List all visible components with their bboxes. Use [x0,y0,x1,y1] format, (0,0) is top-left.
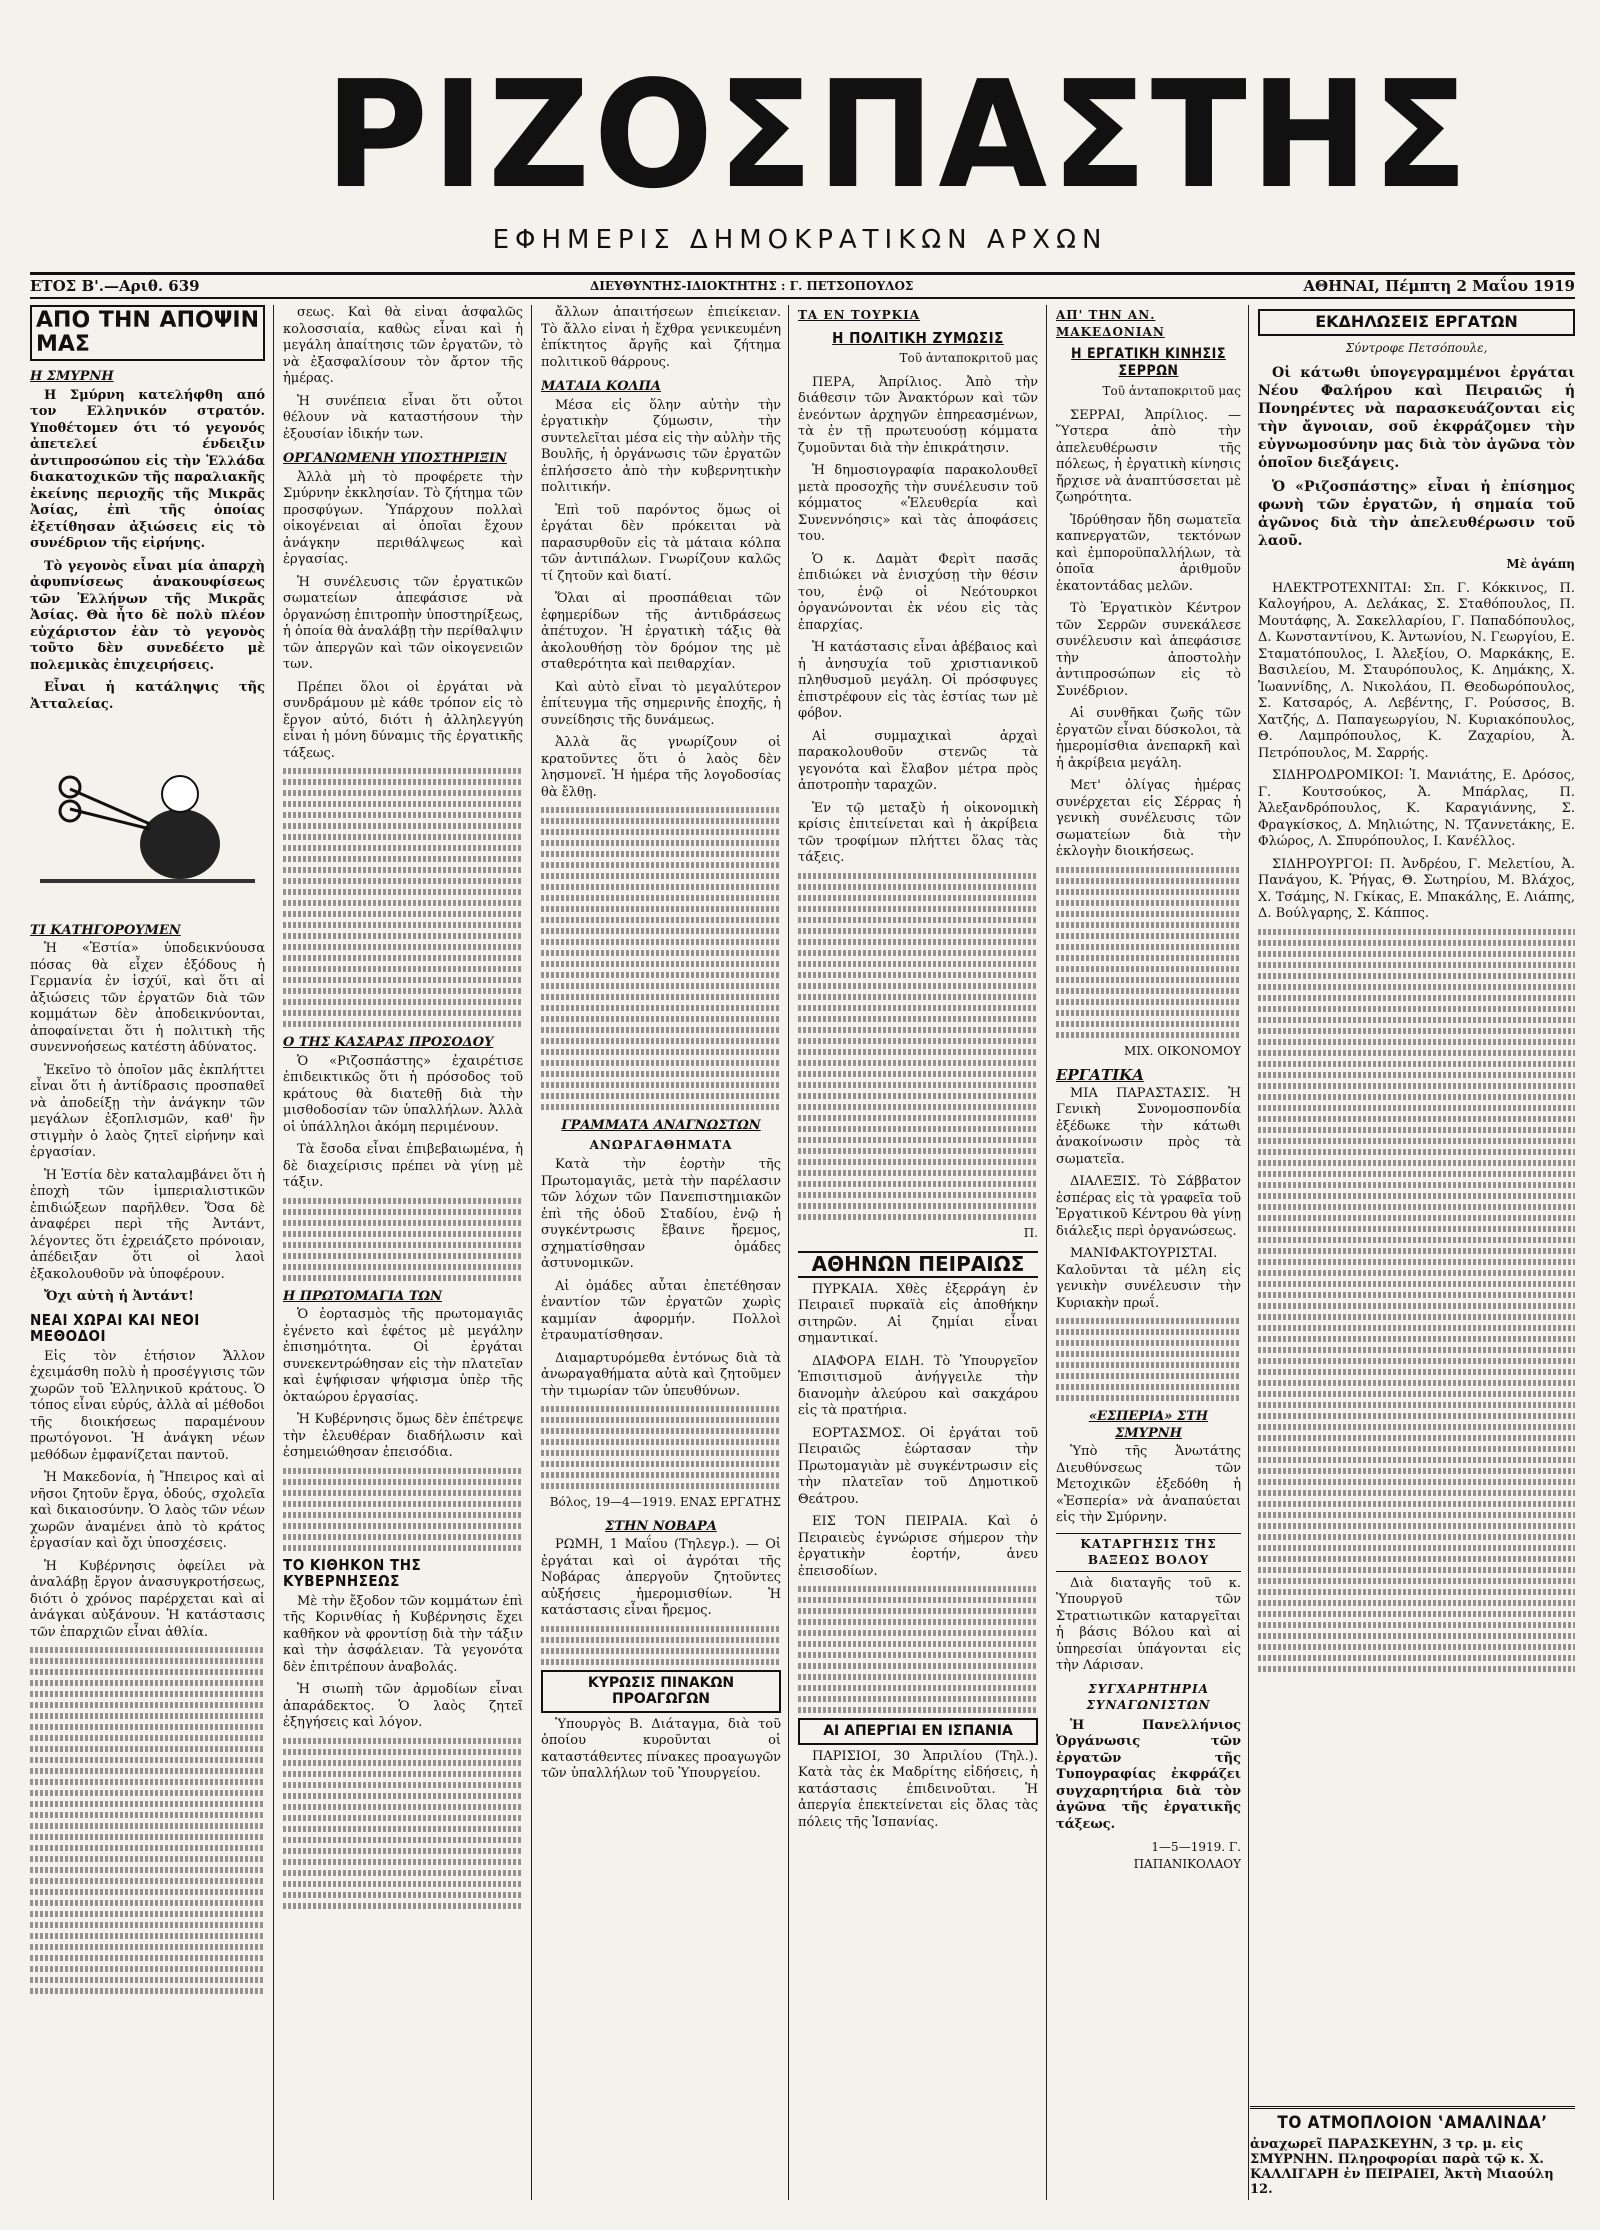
paragraph: Αἱ ὀμάδες αὗται ἐπετέθησαν ἐναντίον τῶν ἐργατῶν χωρὶς καμμίαν ἀφορμήν. Πολλοὶ ἐτραυματίσθησαν. [541,1278,781,1343]
paragraph: Ἡ σιωπὴ τῶν ἀρμοδίων εἶναι ἀπαράδεκτος. Ὁ λαὸς ζητεῖ ἐξηγήσεις καὶ λόγον. [283,1682,523,1730]
paragraph: Ἡ συνέλευσις τῶν ἐργατικῶν σωματείων ἀπεφάσισε νὰ ὀργανώσῃ ἐπιτροπὴν ὑποστηρίξεως, ἡ ὁποία θὰ ἀναλάβῃ τὴν περίθαλψιν τῶν ἀπεργῶν καὶ τῶν οἰκογενειῶν των. [283,574,523,672]
shipping-ad [1250,2100,1575,2203]
section-head: ΣΥΓΧΑΡΗΤΗΡΙΑ ΣΥΝΑΓΩΝΙΣΤΩΝ [1086,1681,1211,1712]
quote-line: Ὄχι αὐτὴ ἡ Ἀντάντ! [44,1289,194,1304]
paragraph: Ἡ Πανελλήνιος Ὀργάνωσις τῶν ἐργατῶν τῆς Τυπογραφίας ἐκφράζει συγχαρητήρια διὰ τὸν ἀγῶνα τῆς ἐργατικῆς τάξεως. [1056,1717,1241,1832]
paragraph: Μέσα εἰς ὅλην αὐτὴν τὴν ἐργατικὴν ζύμωσιν, τὴν συντελεῖται μέσα εἰς τὴν αὐλὴν τῆς Βουλῆς, ἡ ὀργάνωσις τῶν ἐργατῶν ἐπλήσσετο ἀπὸ τὴν κυβερνητικὴν πολιτικήν. [541,397,781,495]
section-head: ΤΙ ΚΑΤΗΓΟΡΟΥΜΕΝ [30,922,181,938]
paragraph: Ἡ συνέπεια εἶναι ὅτι οὗτοι θέλουν νὰ καταστήσουν τὴν ἐξουσίαν ἰδικήν των. [283,393,523,442]
kicker: ΤΑ ΕΝ ΤΟΥΡΚΙΑ [798,308,921,322]
section-head: ΑΘΗΝΩΝ ΠΕΙΡΑΙΩΣ [798,1251,1038,1278]
paragraph: Ἡ κατάστασις εἶναι ἀβέβαιος καὶ ἡ ἀνησυχία τοῦ χριστιανικοῦ πληθυσμοῦ μεγάλη. Οἱ πρόσφυγες ἐπιστρέφουν εἰς τὰς ἑστίας των μὲ φόβον. [798,640,1038,721]
section-head: ΚΑΤΑΡΓΗΣΙΣ ΤΗΣ ΒΑΞΕΩΣ ΒΟΛΟΥ [1056,1533,1241,1572]
paragraph: ΡΩΜΗ, 1 Μαΐου (Τηλεγρ.). — Οἱ ἐργάται καὶ οἱ ἀγρόται τῆς Νοβάρας ἀπεργοῦν ζητοῦντες αὐξήσεις ἡμερομισθίων. Ἡ κατάστασις εἶναι ἤρεμος. [541,1537,781,1618]
column-3 [541,305,781,2200]
column-1 [30,305,265,2200]
paragraph: Ἡ Κυβέρνησις ὅμως δὲν ἐπέτρεψε τὴν ἐλευθέραν διαδήλωσιν καὶ ἐσημειώθησαν ἐπεισόδια. [283,1412,523,1460]
paragraph: Ἱδρύθησαν ἤδη σωματεῖα καπνεργατῶν, τεκτόνων καὶ ἐμποροϋπαλλήλων, τὰ ὁποῖα ἀριθμοῦν ἑκατοντάδας μελῶν. [1056,512,1241,594]
masthead [0,0,1600,255]
paragraph: ΜΙΑ ΠΑΡΑΣΤΑΣΙΣ. Ἡ Γενικὴ Συνομοσπονδία ἐξέδωκε τὴν κάτωθι ἀνακοίνωσιν πρὸς τὰ σωματεῖα. [1056,1085,1241,1167]
section-head: ΤΟ ΚΙΘΗΚΟΝ ΤΗΣ ΚΥΒΕΡΝΗΣΕΩΣ [283,1555,422,1590]
column-rule [788,305,789,2200]
article-head: Η ΕΡΓΑΤΙΚΗ ΚΙΝΗΣΙΣ ΣΕΡΡΩΝ [1071,346,1226,379]
column-rule [1046,305,1047,2200]
newspaper-title: ΡΙΖΟΣΠΑΣΤΗΣ [325,49,1472,221]
section-head: Η ΣΜΥΡΝΗ [30,369,114,384]
subsection-head: ΑΝΩΡΑΓΑΘΗΜΑΤΑ [589,1137,733,1152]
column-6 [1258,305,1575,2085]
paragraph: ΔΙΑΛΕΞΙΣ. Τὸ Σάββατον ἑσπέρας εἰς τὰ γραφεῖα τοῦ Ἐργατικοῦ Κέντρου θὰ γίνῃ διάλεξις περὶ ὀργανώσεως. [1056,1174,1241,1239]
paragraph: Διαμαρτυρόμεθα ἐντόνως διὰ τὰ ἀνωραγαθήματα αὐτὰ καὶ ζητοῦμεν τὴν τιμωρίαν τῶν ὑπευθύνων. [541,1350,781,1399]
article-head: Η ΠΟΛΙΤΙΚΗ ΖΥΜΩΣΙΣ [832,328,1004,347]
section-head: ΓΡΑΜΜΑΤΑ ΑΝΑΓΝΩΣΤΩΝ [561,1118,761,1133]
paragraph: Ὁ ἑορτασμὸς τῆς πρωτομαγιᾶς ἐγένετο καὶ ἐφέτος μὲ μεγάλην ἐπισημότητα. Οἱ ἐργάται συνεκεντρώθησαν εἰς τὴν πλατεῖαν καὶ ἐψήφισαν ψήφισμα ὑπὲρ τῆς ὀκταώρου ἐργασίας. [283,1307,523,1405]
editor-line: ΔΙΕΥΘΥΝΤΗΣ-ΙΔΙΟΚΤΗΤΗΣ : Γ. ΠΕΤΣΟΠΟΥΛΟΣ [590,279,914,293]
paragraph: Τὸ γεγονὸς εἶναι μία ἀπαρχὴ ἀφυπνίσεως ἀνακουφίσεως τῶν Ἑλλήνων τῆς Μικρᾶς Ἀσίας. Θὰ ἦτο δὲ πολὺ πλέον εὐχάριστον ἐὰν τὸ γεγονὸς τοῦτο δὲν συνεδέετο μὲ πολεμικὰς ἐπιχειρήσεις. [30,558,265,673]
section-head: ΝΕΑΙ ΧΩΡΑΙ ΚΑΙ ΝΕΟΙ ΜΕΘΟΔΟΙ [30,1310,200,1345]
issue-date: ΑΘΗΝΑΙ, Πέμπτη 2 Μαΐου 1919 [1303,277,1575,295]
paragraph: Ὁ «Ριζοσπάστης» ἐχαιρέτισε ἐπιδεικτικῶς ὅτι ἡ πρόσοδος τοῦ κράτους θὰ διατεθῇ διὰ τὴν μισθοδοσίαν τῶν ὑπαλλήλων. Ἀλλὰ οἱ ὑπάλληλοι ἀκόμη περιμένουν. [283,1053,523,1135]
paragraph: Αἱ συμμαχικαὶ ἀρχαὶ παρακολουθοῦν στενῶς τὰ γεγονότα καὶ ἔλαβον μέτρα πρὸς ἀποτροπὴν ταραχῶν. [798,728,1038,793]
section-head: ΚΥΡΩΣΙΣ ΠΙΝΑΚΩΝ ΠΡΟΑΓΩΓΩΝ [541,1670,781,1713]
signature: ΜΙΧ. ΟΙΚΟΝΟΜΟΥ [1124,1043,1241,1058]
paragraph: Ἡ Κυβέρνησις ὀφείλει νὰ ἀναλάβῃ ἔργον ἀνασυγκροτήσεως, διότι ὁ χρόνος παρέρχεται καὶ αἱ ἀνάγκαι αὐξάνουν. Ἡ κατάστασις τῶν ἐπαρχιῶν εἶναι ἀθλία. [30,1558,265,1640]
ad-text: ἀναχωρεῖ ΠΑΡΑΣΚΕΥΗΝ, 3 τρ. μ. εἰς ΣΜΥΡΝΗΝ. Πληροφορίαι παρὰ τῷ κ. Χ. ΚΑΛΛΙΓΑΡΗ ἐν ΠΕΙΡΑΙΕΙ, Ἀκτὴ Μιαούλη 12. [1250,2137,1554,2197]
section-head: ΟΡΓΑΝΩΜΕΝΗ ΥΠΟΣΤΗΡΙΞΙΝ [283,451,507,466]
paragraph: Διὰ διαταγῆς τοῦ κ. Ὑπουργοῦ τῶν Στρατιωτικῶν καταργεῖται ἡ βάσις Βόλου καὶ αἱ ὑπηρεσίαι ὑπάγονται εἰς τὴν Λάρισαν. [1056,1575,1241,1673]
paragraph: Ἡ «Ἑστία» ὑποδεικνύουσα πόσας θὰ εἶχεν ἐξόδους ἡ Γερμανία ἐν ἰσχύϊ, καὶ ὅτι αἱ ἀξιώσεις τῶν ἐργατῶν διὰ τῶν κομμάτων δὲν ἀποδεικνύονται, ἀποφαίνεται ὅτι ἡ πολιτικὴ τῆς συνεννοήσεως κατέστη ἀδύνατος. [30,941,265,1055]
paragraph: Ἡ Μακεδονία, ἡ Ἤπειρος καὶ αἱ νῆσοι ζητοῦν ἔργα, ὁδούς, σχολεῖα καὶ δικαιοσύνην. Ὁ λαὸς τῶν νέων χωρῶν ἀναμένει ἀπὸ τὸ κράτος ἐργασίαν καὶ ὄχι ὑποσχέσεις. [30,1470,265,1551]
section-head: ΕΚΔΗΛΩΣΕΙΣ ΕΡΓΑΤΩΝ [1258,309,1575,336]
paragraph: Ὑπὸ τῆς Ἀνωτάτης Διευθύνσεως τῶν Μετοχικῶν ἐξεδόθη ἡ «Ἑσπερία» νὰ ἀναπαύεται εἰς τὴν Σμύρνην. [1056,1444,1241,1525]
paragraph: Ὁ κ. Δαμὰτ Φερὶτ πασᾶς ἐπιδιώκει νὰ ἐνισχύσῃ τὴν θέσιν του, ἐνῷ οἱ Νεότουρκοι ὀργανώνονται ἐκ νέου εἰς τὰς ἐπαρχίας. [798,551,1038,633]
column-2 [283,305,523,2200]
section-head: ΜΑΤΑΙΑ ΚΟΛΠΑ [541,379,662,394]
paragraph: ΕΙΣ ΤΟΝ ΠΕΙΡΑΙΑ. Καὶ ὁ Πειραιεὺς ἐγνώρισε σήμερον τὴν ἐργατικὴν ἑορτήν, ἀνευ ἐπεισοδίων. [798,1514,1038,1579]
section-head: Η ΠΡΩΤΟΜΑΓΙΑ ΤΩΝ [283,1288,442,1304]
paragraph: Τὸ Ἐργατικὸν Κέντρον τῶν Σερρῶν συνεκάλεσε συνέλευσιν καὶ ἀπεφάσισε τὴν ἀποστολὴν ἀντιπροσώπων εἰς τὸ Συνέδριον. [1056,601,1241,699]
dateline-bar [30,272,1575,299]
signature: 1—5—1919. Γ. ΠΑΠΑΝΙΚΟΛΑΟΥ [1133,1840,1241,1871]
signatory-list: ΣΙΔΗΡΟΔΡΟΜΙΚΟΙ: Ἰ. Μανιάτης, Ε. Δρόσος, Γ. Κουτσούκος, Ἀ. Μπάρλας, Π. Ἀλεξανδρόπουλος, Κ. Καραγιάννης, Σ. Φραγκίσκος, Δ. Μηλιώτης, Ν. Τζαννετάκης, Ε. Φλώρος, Λ. Σπυρόπουλος, Ι. Κανέλλος. [1258,768,1575,849]
signature: Βόλος, 19—4—1919. ΕΝΑΣ ΕΡΓΑΤΗΣ [549,1495,781,1509]
paragraph: Ἡ δημοσιογραφία παρακολουθεῖ μετὰ προσοχῆς τὴν συνέλευσιν τοῦ κόμματος «Ἐλευθερία καὶ Συνεννόησις» καὶ τὰς ἀποφάσεις του. [798,463,1038,544]
paragraph: Μὲ τὴν ἔξοδον τῶν κομμάτων ἐπὶ τῆς Κορινθίας ἡ Κυβέρνησις ἔχει καθῆκον νὰ φροντίσῃ διὰ τὴν τάξιν καὶ τὴν ἀσφάλειαν. Τὰ γεγονότα δὲν ἐπιτρέπουν ἀναβολάς. [283,1593,523,1675]
paragraph: Τὰ ἔσοδα εἶναι ἐπιβεβαιωμένα, ἡ δὲ διαχείρισις πρέπει νὰ γίνῃ μὲ τάξιν. [283,1142,523,1190]
ad-head: ΤΟ ΑΤΜΟΠΛΟΙΟΝ ‛ΑΜΑΛΙΝΔΑ’ [1250,2106,1575,2133]
column-rule [1248,305,1249,2200]
signatory-list: ΗΛΕΚΤΡΟΤΕΧΝΙΤΑΙ: Σπ. Γ. Κόκκινος, Π. Καλογήρου, Α. Δελάκας, Σ. Σταθόπουλος, Π. Μουτάφης, Ἀ. Σακελλαρίου, Γ. Παπαδόπουλος, Δ. Κωνσταντίνου, Κ. Ἀντωνίου, Ν. Γεωργίου, Ε. Σταματόπουλος, Ι. Ἀλεξίου, Ο. Μαρκάκης, Ε. Βασιλείου, Μ. Σταυρόπουλος, Κ. Δημάκης, Χ. Ἰωαννίδης, Λ. Νικολάου, Π. Θεοδωρόπουλος, Σ. Κατσαρός, Α. Λεβέντης, Γ. Ρούσσος, Β. Χατζής, Δ. Παπαγεωργίου, Ν. Κυριακόπουλος, Θ. Λαμπρόπουλος, Κ. Ζαχαρίου, Ἀ. Πετρόπουλος, Μ. Σαρρής. [1258,580,1575,761]
paragraph: Κατὰ τὴν ἑορτὴν τῆς Πρωτομαγιᾶς, μετὰ τὴν παρέλασιν τῶν λόχων τῶν Πανεπιστημιακῶν ἐπὶ τῆς ὁδοῦ Σταδίου, ἐνῷ ἡ συγκέντρωσις ἔβαινε ἤρεμος, σχηματίσθησαν ὀμάδες ἀστυνομικῶν. [541,1157,781,1271]
paragraph: Ἐν τῷ μεταξὺ ἡ οἰκονομικὴ κρίσις ἐπιτείνεται καὶ ἡ ἀκρίβεια τῶν τροφίμων πλήττει ὅλας τὰς τάξεις. [798,800,1038,865]
paragraph: ΔΙΑΦΟΡΑ ΕΙΔΗ. Τὸ Ὑπουργεῖον Ἐπισιτισμοῦ ἀνήγγειλε τὴν διανομὴν ἀλεύρου καὶ σακχάρου εἰς τὰ πρατήρια. [798,1353,1038,1418]
paragraph: Ὑπουργὸς Β. Διάταγμα, διὰ τοῦ ὁποίου κυροῦνται οἱ καταστάθεντες πίνακες προαγωγῶν τῶν ὑπαλλήλων τοῦ Ὑπουργείου. [541,1716,781,1781]
editorial-head: ΑΠΟ ΤΗΝ ΑΠΟΨΙΝ ΜΑΣ [30,305,265,361]
paragraph: Καὶ αὐτὸ εἶναι τὸ μεγαλύτερον ἐπίτευγμα τῆς σημερινῆς ἐποχῆς, ἡ συνείδησις τῆς δυνάμεως. [541,679,781,728]
paragraph: ἄλλων ἀπαιτήσεων ἐπιείκειαν. Τὸ ἄλλο εἰναι ἡ ἔχθρα γενικευμένη ἐπίκτητος ἄργῆς καὶ ζήτημα πολιτικοῦ θάρρους. [541,305,781,370]
salutation: Σύντροφε Πετσόπουλε, [1345,340,1488,355]
paragraph: Εἶναι ἡ κατάληψις τῆς Ἀτταλείας. [30,680,265,712]
paragraph: Ὁ «Ριζοσπάστης» εἶναι ἡ ἐπίσημος φωνὴ τῶν ἐργατῶν, ἡ σημαία τοῦ ἀγῶνος διὰ τὴν ἀπελευθέρωσιν τοῦ λαοῦ. [1258,479,1575,549]
signatory-list: ΣΙΔΗΡΟΥΡΓΟΙ: Π. Ἀνδρέου, Γ. Μελετίου, Ἀ. Πανάγου, Κ. Ῥήγας, Θ. Σωτηρίου, Μ. Βλάχος, Χ. Τσάμης, Ν. Γκίκας, Ε. Μπακάλης, Ε. Λιάπης, Δ. Βούλγαρης, Σ. Κάππος. [1258,856,1575,921]
column-rule [531,305,532,2200]
paragraph: ΠΕΡΑ, Ἀπρίλιος. Ἀπὸ τὴν διάθεσιν τῶν Ἀνακτόρων καὶ τῶν ἐνεόντων ἀρχηγῶν ἐπηρεασμένων, τὰ ἐν τῇ πρωτευούσῃ κόμματα ζυμοῦνται διὰ τὴν ἐπικράτησιν. [798,374,1038,456]
paragraph: ΣΕΡΡΑΙ, Ἀπρίλιος. — Ὕστερα ἀπὸ τὴν ἀπελευθέρωσιν τῆς πόλεως, ἡ ἐργατικὴ κίνησις ἤρχισε νὰ ἀναπτύσσεται μὲ ζωηρότητα. [1056,407,1241,505]
paragraph: ΜΑΝΙΦΑΚΤΟΥΡΙΣΤΑΙ. Καλοῦνται τὰ μέλη εἰς γενικὴν συνέλευσιν τὴν Κυριακὴν πρωΐ. [1056,1246,1241,1311]
column-rule [273,305,274,2200]
kicker: ΑΠ' ΤΗΝ ΑΝ. ΜΑΚΕΔΟΝΙΑΝ [1056,308,1165,339]
signature: Μὲ ἀγάπη [1506,557,1575,571]
paragraph: Αἱ συνθῆκαι ζωῆς τῶν ἐργατῶν εἶναι δύσκολοι, τὰ ἡμερομίσθια ἀνεπαρκῆ καὶ ἡ ἀκρίβεια μεγάλη. [1056,706,1241,771]
issue-number: ΕΤΟΣ Β'.—Αριθ. 639 [30,277,200,295]
paragraph: ΠΥΡΚΑΙΑ. Χθὲς ἐξερράγη ἐν Πειραιεῖ πυρκαϊὰ εἰς ἀποθήκην σιτηρῶν. Αἱ ζημίαι εἶναι σημαντικαί. [798,1281,1038,1346]
paragraph: Μετ' ὀλίγας ἡμέρας συνέρχεται εἰς Σέρρας ἡ γενικὴ συνέλευσις τῶν σωματείων διὰ τὴν ἐκλογὴν διοικήσεως. [1056,778,1241,859]
paragraph: Ὅλαι αἱ προσπάθειαι τῶν ἐφημερίδων τῆς ἀντιδράσεως ἀπέτυχον. Ἡ ἐργατικὴ τάξις θὰ ἀκολουθήσῃ τὸν δρόμον της μὲ σταθερότητα καὶ πειθαρχίαν. [541,591,781,672]
newspaper-subtitle: ΕΦΗΜΕΡΙΣ ΔΗΜΟΚΡΑΤΙΚΩΝ ΑΡΧΩΝ [492,225,1108,255]
paragraph: Ἀλλὰ μὴ τὸ προφέρετε τὴν Σμύρνην ἐκκλησίαν. Τὸ ζήτημα τῶν προσφύγων. Ὑπάρχουν πολλαὶ οἰκογένειαι αἱ ὁποῖαι ἔχουν ἀνάγκην περιθάλψεως καὶ ἐργασίας. [283,469,523,567]
paragraph: Ἀλλὰ ἂς γνωρίζουν οἱ κρατοῦντες ὅτι ὁ λαὸς δὲν λησμονεῖ. Ἡ ἡμέρα τῆς λογοδοσίας θὰ ἔλθῃ. [541,735,781,800]
cartoon-illustration [30,729,265,899]
paragraph: ΠΑΡΙΣΙΟΙ, 30 Ἀπριλίου (Τηλ.). Κατὰ τὰς ἐκ Μαδρίτης εἰδήσεις, ἡ κατάστασις ἐπιδεινοῦται. Ἡ ἀπεργία ἐπεκτείνεται εἰς ὅλας τὰς πόλεις τῆς Ἰσπανίας. [798,1748,1038,1830]
paragraph: Οἱ κάτωθι ὑπογεγραμμένοι ἐργάται Νέου Φαλήρου καὶ Πειραιῶς ἡ Πονηρέντες νὰ παρασκευάζονται εἰς τὴν ἄγνοιαν, σοῦ ἐκφράζομεν τὴν εὐγνωμοσύνην μας διὰ τὸν ἀγῶνα τὸν ὁποῖον διεξάγεις. [1258,365,1575,471]
paragraph: Ἡ Ἑστία δὲν καταλαμβάνει ὅτι ἡ ἐποχὴ τῶν ἰμπεριαλιστικῶν ἐπιδιώξεων παρῆλθεν. Ὅσα δὲ ἀναφέρει περὶ τῆς Ἀντάντ, λέγοντες ὅτι ἐχρειάζετο πρόνοιαν, ἀπέδειξαν ὅτι οἱ λαοὶ ἐξακολουθοῦν νὰ ὑποφέρουν. [30,1167,265,1282]
paragraph: Εἰς τὸν ἐτήσιον Ἄλλον ἐχειμάσθη πολὺ ἡ προσέγγισις τῶν χωρῶν τοῦ Ἑλληνικοῦ κράτους. Ὁ τόπος εἶναι εὐρύς, ἀλλὰ αἱ μέθοδοι τῆς διοικήσεως παραμένουν πρωτόγονοι. Ἡ ἀνάγκη νέων μεθόδων ἐμφανίζεται παντοῦ. [30,1348,265,1463]
section-head: Ο ΤΗΣ ΚΑΣΑΡΑΣ ΠΡΟΣΟΔΟΥ [283,1035,494,1050]
section-head: ΣΤΗΝ ΝΟΒΑΡΑ [605,1518,717,1534]
column-4 [798,305,1038,2200]
column-5 [1056,305,1241,2200]
paragraph: ΕΟΡΤΑΣΜΟΣ. Οἱ ἐργάται τοῦ Πειραιῶς ἐώρτασαν τὴν Πρωτομαγιὰν μὲ συγκέντρωσιν εἰς τὴν πλατεῖαν τοῦ Δημοτικοῦ Θεάτρου. [798,1425,1038,1507]
paragraph: Η Σμύρνη κατελήφθη από τον Ελληνικόν στρατόν. Υποθέτομεν ότι τό γεγονός ἀπετελεί ένδειξιν ἀντιπροσώπου εἰς τὴν Ἑλλάδα διακατοχικῶν τῆς παραλιακῆς ἐκείνης περιοχῆς τῆς Μικρᾶς Ἀσίας, ἐπὶ τῆς ὁποίας ἐξετίθησαν ἀξιώσεις εἰς τὸ συνέδριον τῆς εἰρήνης. [30,387,265,551]
byline: Τοῦ ἀνταποκριτοῦ μας [1102,384,1241,398]
paragraph: Ἐκεῖνο τὸ ὁποῖον μᾶς ἐκπλήττει εἶναι ὅτι ἡ ἀντίδρασις προσπαθεῖ νὰ ἀποδείξῃ τὴν ἀνάγκην τῶν μεγάλων ἐξοπλισμῶν, καθ' ἣν στιγμὴν ὁ λαὸς ζητεῖ εἰρήνην καὶ ἐργασίαν. [30,1062,265,1160]
paragraph: σεως. Καὶ θὰ εἶναι ἀσφαλῶς κολοσσιαία, καθὼς εἶναι καὶ ἡ μεγάλη ἀπαίτησις τῶν ἐργατῶν, τὸ νὰ ἐξασφαλίσουν τὸν ἄρτον τῆς ἡμέρας. [283,305,523,386]
paragraph: Πρέπει ὅλοι οἱ ἐργάται νὰ συνδράμουν μὲ κάθε τρόπον εἰς τὸ ἔργον αὐτό, διότι ἡ ἀλληλεγγύη εἶναι ἡ μόνη δύναμις τῆς ἐργατικῆς τάξεως. [283,679,523,761]
section-head: «ΕΣΠΕΡΙΑ» ΣΤΗ ΣΜΥΡΝΗ [1088,1409,1209,1441]
section-head: ΑΙ ΑΠΕΡΓΙΑΙ ΕΝ ΙΣΠΑΝΙΑ [798,1718,1038,1745]
paragraph: Ἐπὶ τοῦ παρόντος ὅμως οἱ ἐργάται δὲν πρόκειται νὰ παρασυρθοῦν εἰς τὰ μάταια κόλπα τῶν ἀντιπάλων. Γνωρίζουν καλῶς τί ζητοῦν καὶ διατί. [541,502,781,584]
signature: Π. [1023,1225,1038,1240]
section-head: ΕΡΓΑΤΙΚΑ [1056,1066,1144,1084]
byline: Τοῦ ἀνταποκριτοῦ μας [899,351,1038,365]
